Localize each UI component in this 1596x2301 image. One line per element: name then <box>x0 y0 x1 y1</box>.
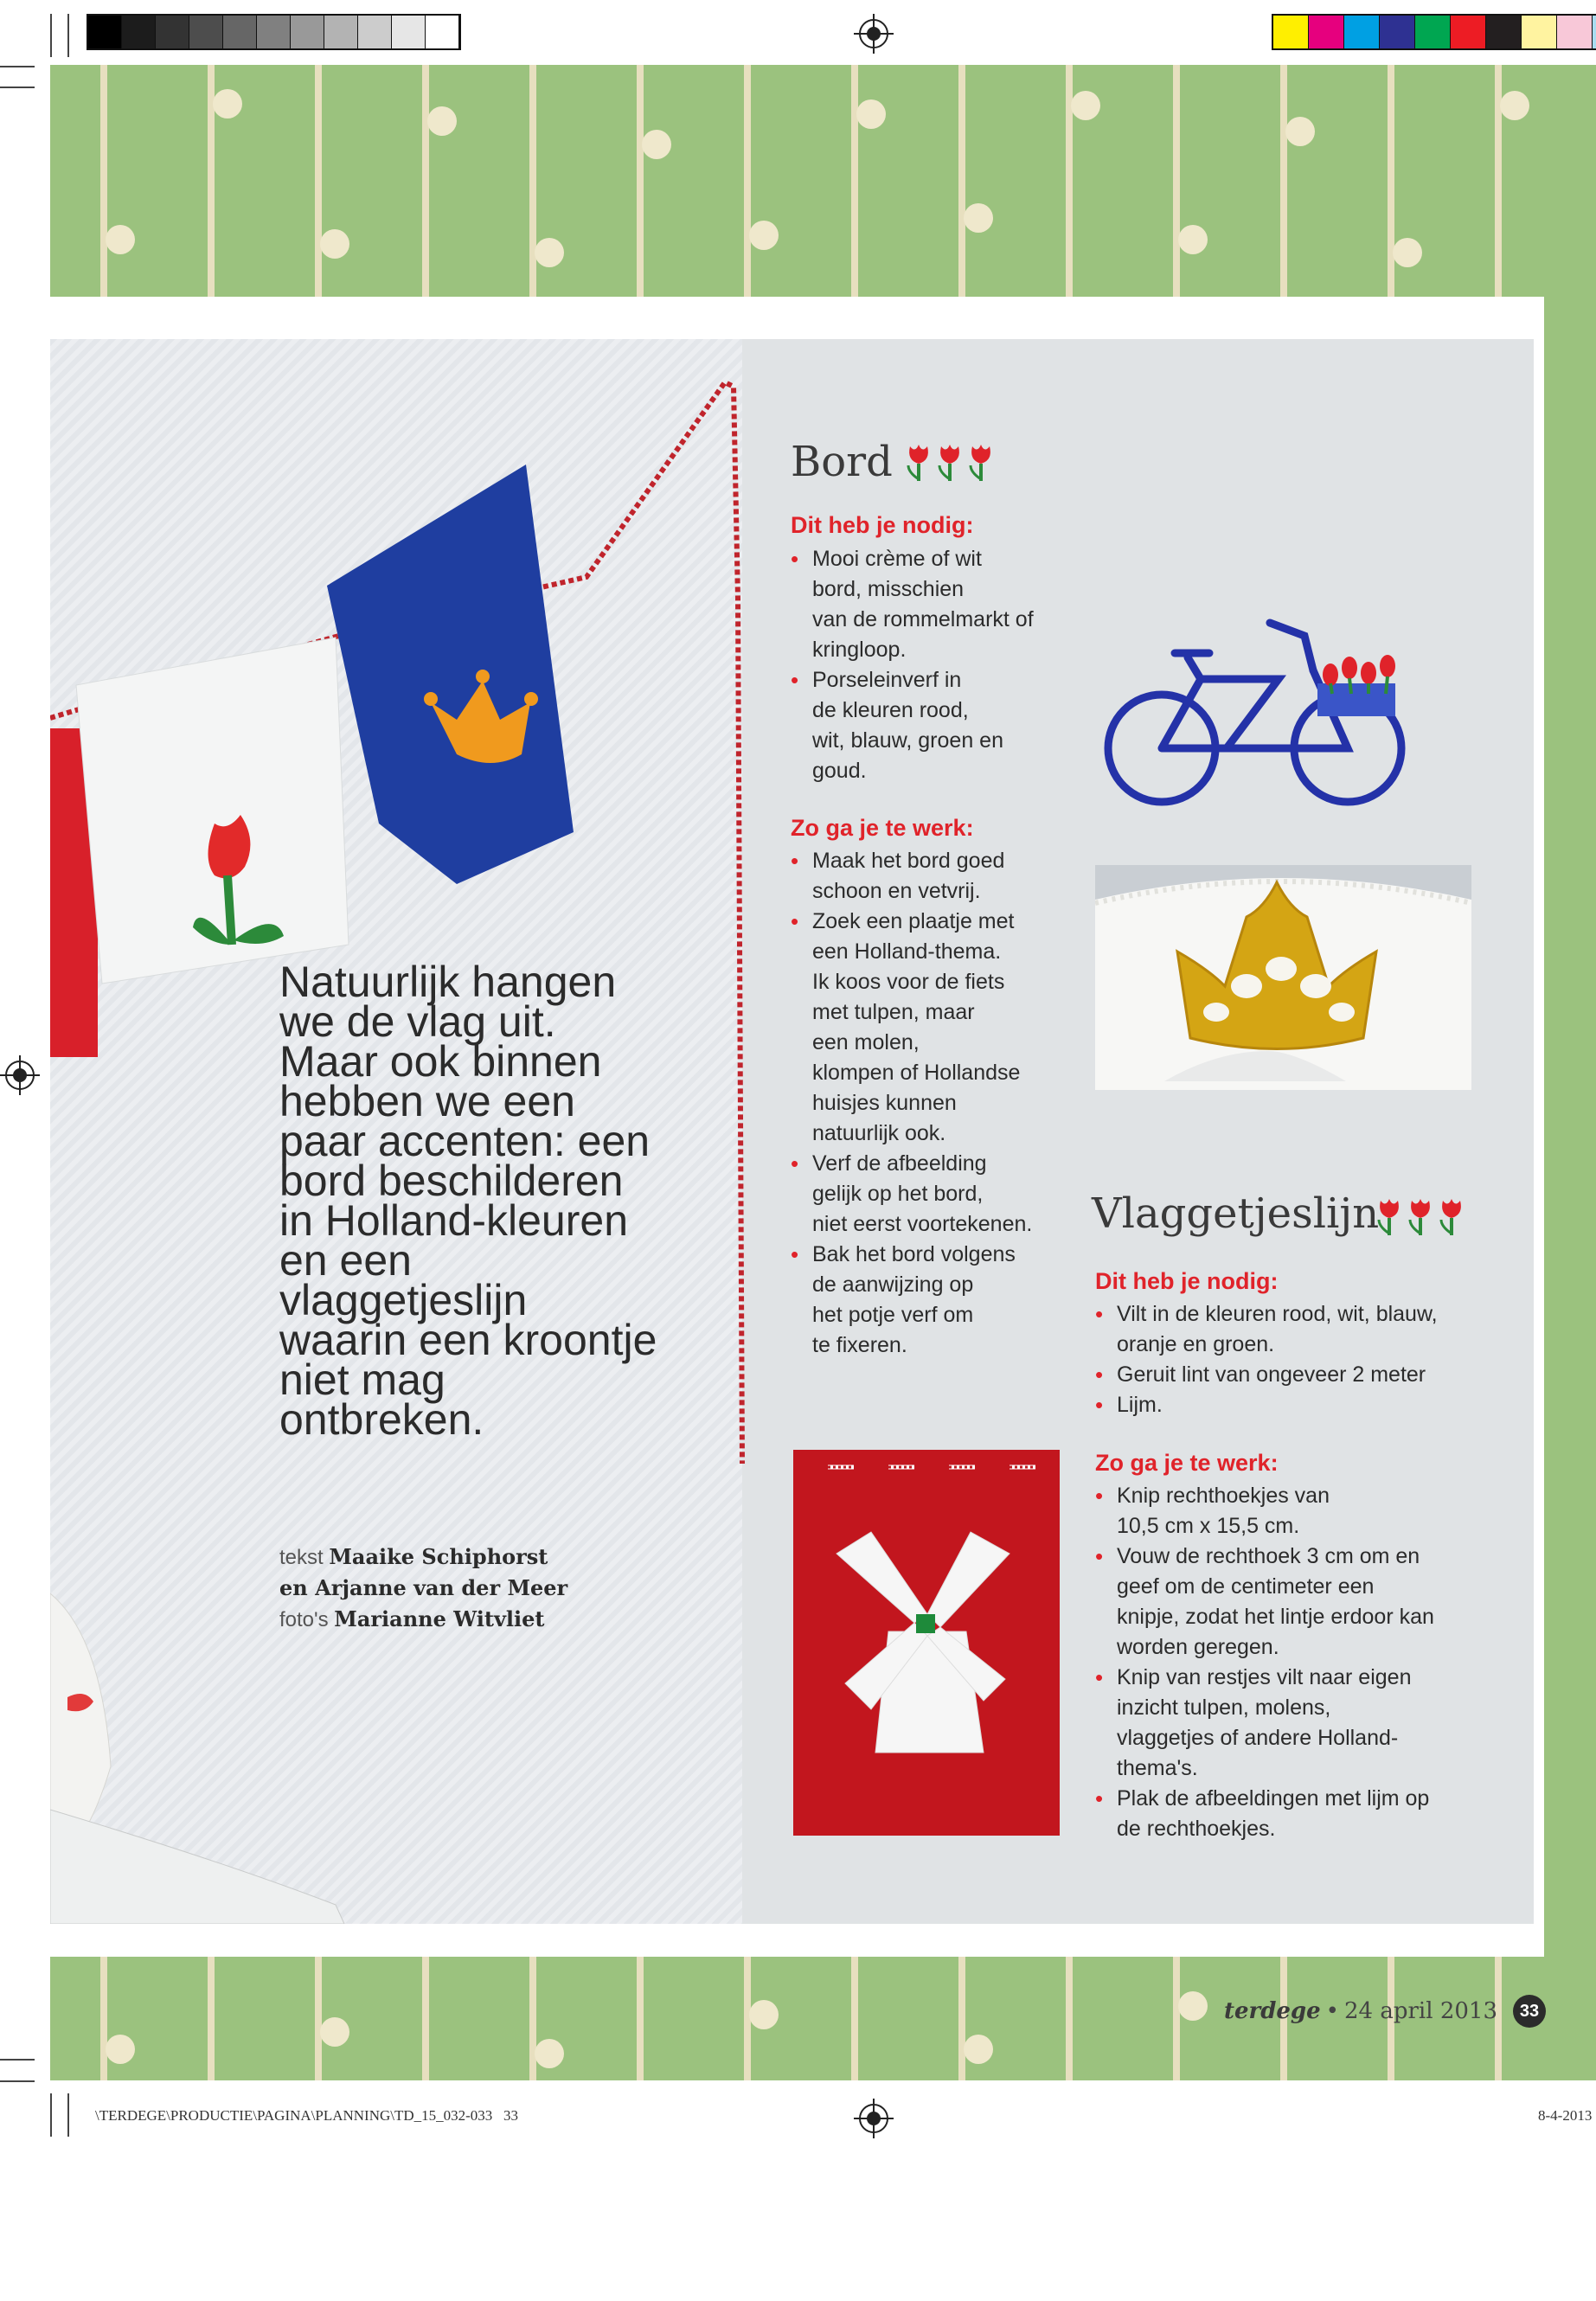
tulips-icon <box>1375 1195 1467 1239</box>
vlag-steps-heading: Zo ga je te werk: <box>1095 1450 1279 1476</box>
credit-photo-name: Marianne Witvliet <box>334 1606 545 1631</box>
bord-steps-heading: Zo ga je te werk: <box>791 815 974 841</box>
windmill-flag-photo <box>793 1450 1060 1836</box>
vlag-steps-list <box>1095 1481 1510 1844</box>
list-item: • Plak de afbeeldingen met lijm op de rechthoekjes. <box>1095 1784 1510 1844</box>
crop-mark <box>0 2059 35 2061</box>
color-swatch <box>1309 16 1344 48</box>
credit-photo-label: foto's <box>279 1608 329 1631</box>
crop-mark <box>0 87 35 88</box>
color-swatch <box>291 16 324 48</box>
vlag-needs-heading: Dit heb je nodig: <box>1095 1268 1279 1294</box>
bord-steps-list <box>791 846 1085 1361</box>
magazine-logo: terdege <box>1223 1998 1321 2024</box>
crown-plate-photo <box>1095 865 1471 1090</box>
color-swatch <box>1522 16 1557 48</box>
list-item: • Knip van restjes vilt naar eigen inzicht tulpen, molens, vlaggetjes of andere Holland- thema's. <box>1095 1663 1510 1784</box>
color-swatch <box>1415 16 1451 48</box>
list-item: • Knip rechthoekjes van 10,5 cm x 15,5 cm. <box>1095 1481 1510 1541</box>
gray-color-bar <box>87 14 461 50</box>
crop-mark <box>67 14 69 57</box>
list-item: • Zoek een plaatje met een Holland-thema. Ik koos voor de fiets met tulpen, maar een molen, klompen of Hollandse huisjes kunnen natuurlijk ook. <box>791 907 1085 1149</box>
crop-mark <box>0 2080 35 2082</box>
bord-needs-list <box>791 544 1085 786</box>
crop-mark <box>0 66 35 67</box>
bord-title: Bord <box>791 438 893 486</box>
bicycle-illustration <box>1097 597 1426 822</box>
footer-separator: • <box>1325 1998 1339 2024</box>
list-item: • Geruit lint van ongeveer 2 meter <box>1095 1360 1510 1390</box>
list-item: • Vouw de rechthoek 3 cm om en geef om de centimeter een knipje, zodat het lintje erdoor kan worden geregen. <box>1095 1541 1510 1663</box>
list-item: • Bak het bord volgens de aanwijzing op het potje verf om te fixeren. <box>791 1240 1085 1361</box>
list-item: • Vilt in de kleuren rood, wit, blauw, oranje en groen. <box>1095 1299 1510 1360</box>
list-item: • Mooi crème of wit bord, misschien van de rommelmarkt of kringloop. <box>791 544 1085 665</box>
color-swatch <box>122 16 156 48</box>
bord-needs-heading: Dit heb je nodig: <box>791 512 974 538</box>
vlag-needs-list <box>1095 1299 1510 1420</box>
color-swatch <box>1380 16 1415 48</box>
crop-mark <box>50 14 52 57</box>
list-item: • Lijm. <box>1095 1390 1510 1420</box>
magazine-footer <box>1224 1995 1546 2028</box>
wallpaper-band-right <box>1544 297 1596 1957</box>
list-item: • Maak het bord goed schoon en vetvrij. <box>791 846 1085 907</box>
wallpaper-band-top <box>50 65 1596 297</box>
credits-block <box>279 1541 567 1635</box>
list-item: • Porseleinverf in de kleuren rood, wit, blauw, groen en goud. <box>791 665 1085 786</box>
credit-text-names-2: en Arjanne van der Meer <box>279 1575 568 1600</box>
color-swatch <box>1273 16 1309 48</box>
color-swatch <box>426 16 459 48</box>
credit-photo-line <box>279 1604 567 1635</box>
registration-mark <box>859 19 888 48</box>
credit-text-line-2 <box>279 1573 567 1604</box>
credit-text-names: Maaike Schiphorst <box>329 1544 548 1569</box>
tulips-icon <box>905 441 997 484</box>
color-swatch <box>88 16 122 48</box>
process-color-bar <box>1272 14 1596 50</box>
color-swatch <box>1486 16 1522 48</box>
crop-mark <box>67 2093 69 2137</box>
color-swatch <box>257 16 291 48</box>
color-swatch <box>1557 16 1593 48</box>
color-swatch <box>189 16 223 48</box>
color-swatch <box>156 16 189 48</box>
color-swatch <box>1344 16 1380 48</box>
credit-text-label: tekst <box>279 1546 324 1569</box>
list-item: • Verf de afbeelding gelijk op het bord, niet eerst voortekenen. <box>791 1149 1085 1240</box>
registration-mark <box>5 1061 35 1090</box>
color-swatch <box>358 16 392 48</box>
vlag-title: Vlaggetjeslijn <box>1092 1189 1380 1238</box>
intro-quote: Natuurlijk hangen we de vlag uit. Maar ook binnen hebben we een paar accenten: een bord beschilderen in Holland-kleuren en een vlaggetjeslijn waarin een kroontje niet mag ontbreken. <box>279 958 657 1444</box>
color-swatch <box>223 16 257 48</box>
color-swatch <box>324 16 358 48</box>
issue-date: 24 april 2013 <box>1344 1998 1497 2024</box>
color-swatch <box>1593 16 1596 48</box>
page-number: 33 <box>1513 1995 1546 2028</box>
slug-path: \TERDEGE\PRODUCTIE\PAGINA\PLANNING\TD_15_032-033 33 <box>95 2107 519 2124</box>
registration-mark <box>859 2104 888 2133</box>
color-swatch <box>1451 16 1486 48</box>
crop-mark <box>50 2093 52 2137</box>
credit-text-line <box>279 1541 567 1573</box>
color-swatch <box>392 16 426 48</box>
slug-date: 8-4-2013 <box>1538 2107 1593 2124</box>
